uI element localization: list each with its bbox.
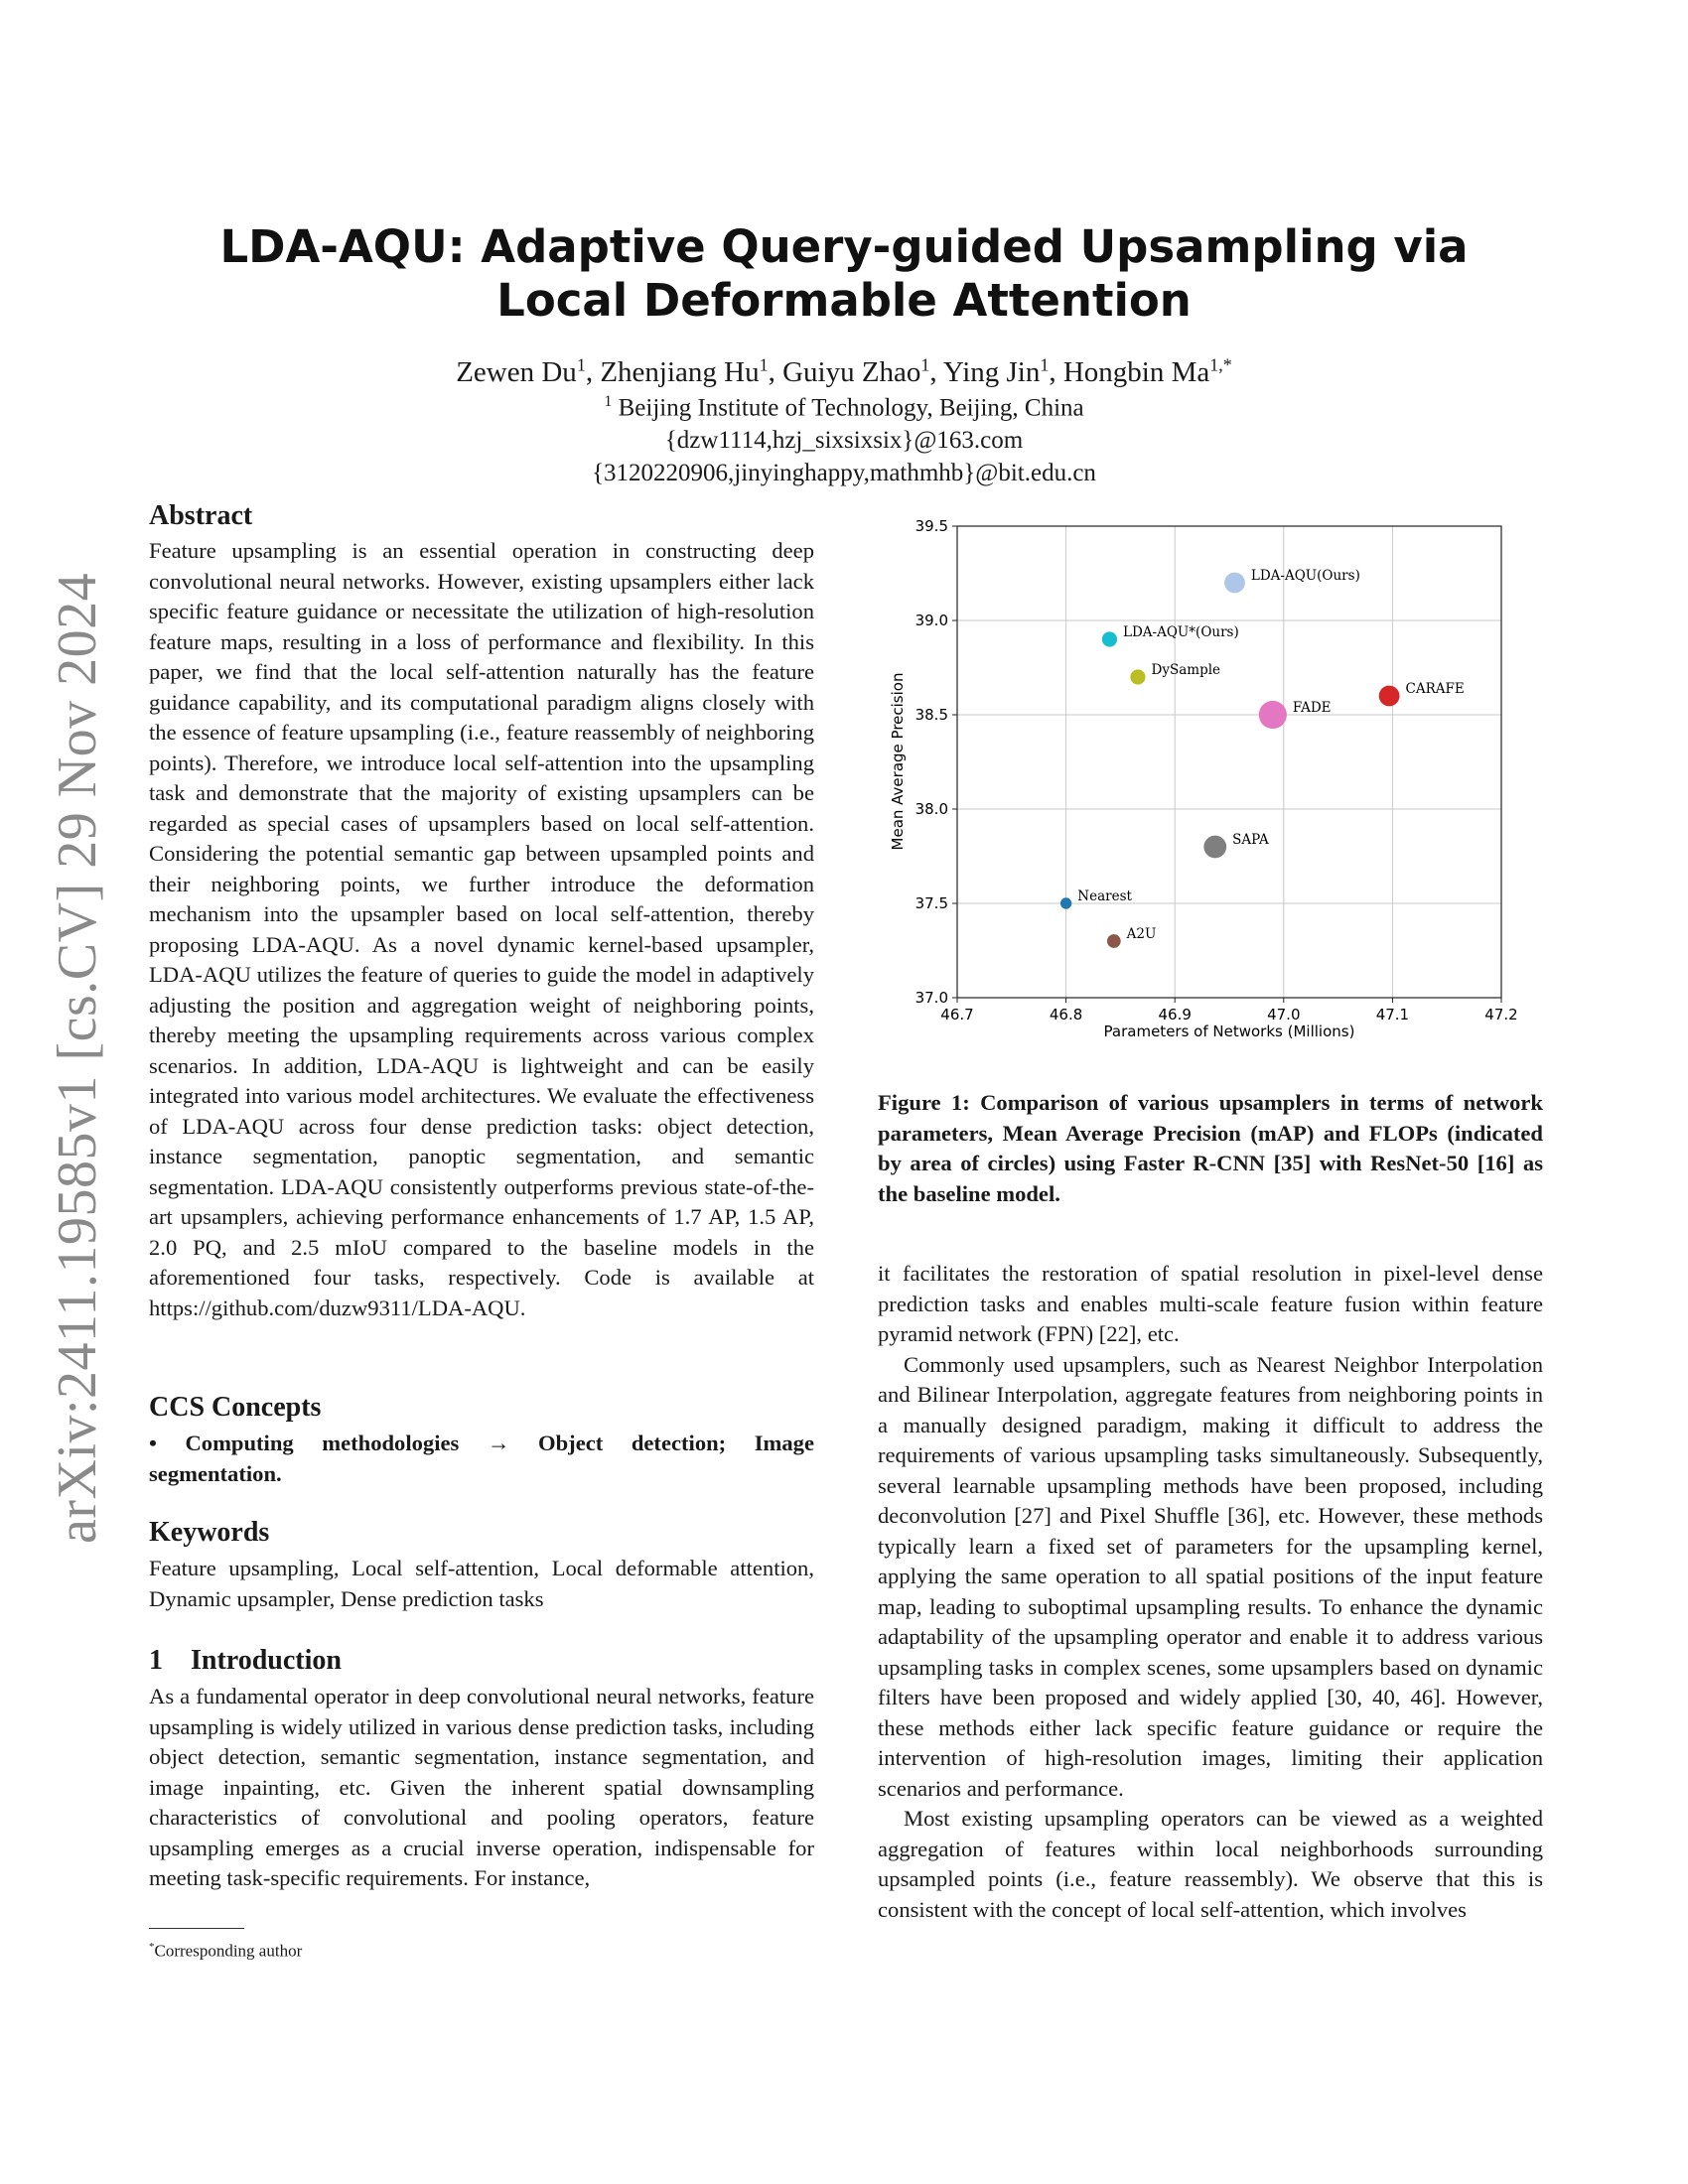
y-tick-label: 39.5 xyxy=(914,517,948,535)
ccs-text: • Computing methodologies → Object detection; Image segmentation. xyxy=(149,1431,814,1486)
introduction-heading: 1 Introduction xyxy=(149,1645,342,1676)
x-tick-label: 47.2 xyxy=(1484,1006,1518,1024)
data-point xyxy=(1379,686,1400,707)
x-tick-label: 46.7 xyxy=(940,1006,974,1024)
keywords-heading: Keywords xyxy=(149,1517,270,1548)
email-line: {3120220906,jinyinghappy,mathmhb}@bit.edu.cn xyxy=(592,460,1096,487)
author: Ying Jin$^1$ xyxy=(942,354,1050,388)
x-tick-label: 46.9 xyxy=(1158,1006,1192,1024)
intro-paragraph: it facilitates the restoration of spatial resolution in pixel-level dense prediction tasks and enables multi-scale feature fusion within feature pyramid network (FPN) [22], etc. xyxy=(878,1261,1543,1346)
affiliation-block xyxy=(149,385,1539,489)
point-label: SAPA xyxy=(1232,832,1269,848)
point-label: LDA-AQU(Ours) xyxy=(1250,568,1360,584)
data-point xyxy=(1107,934,1121,948)
keywords-text: Feature upsampling, Local self-attention, Local deformable attention, Dynamic upsampler, Dense prediction tasks xyxy=(149,1556,814,1611)
intro-paragraph: Most existing upsampling operators can be viewed as a weighted aggregation of features within local neighborhoods surrounding upsampled points (i.e., feature reassembly). We observe that this is consistent with the concept of local self-attention, which involves xyxy=(878,1806,1543,1922)
data-point xyxy=(1060,897,1071,908)
point-label: Nearest xyxy=(1077,888,1132,904)
intro-paragraph: As a fundamental operator in deep convolutional neural networks, feature upsampling is widely utilized in various dense prediction tasks, including object detection, semantic segmentation, instance segmentation, and image inpainting, etc. Given the inherent spatial downsampling characteristics of convolutional and pooling operators, feature upsampling emerges as a crucial inverse operation, indispensable for meeting task-specific requirements. For instance, xyxy=(149,1684,814,1890)
paper-title: LDA-AQU: Adaptive Query-guided Upsampling via Local Deformable Attention xyxy=(219,220,1469,327)
x-tick-label: 47.1 xyxy=(1375,1006,1410,1024)
point-label: LDA-AQU*(Ours) xyxy=(1123,624,1239,640)
y-tick-label: 37.5 xyxy=(914,894,948,912)
intro-paragraph: Commonly used upsamplers, such as Nearest Neighbor Interpolation and Bilinear Interpolation, aggregate features from neighboring points in a manually designed paradigm, making it difficult to address the requirements of various upsampling tasks simultaneously. Subsequently, several learnable upsampling methods have been proposed, including deconvolution [27] and Pixel Shuffle [36], etc. However, these methods typically learn a fixed set of parameters for the upsampling kernel, applying the same operation to all spatial positions of the input feature map, leading to suboptimal upsampling results. To enhance the dynamic adaptability of the upsampling operator and enable it to address various upsampling tasks in complex scenes, some upsamplers based on dynamic filters have been proposed and widely applied [30, 40, 46]. However, these methods either lack specific feature guidance or require the intervention of high-resolution images, limiting their application scenarios and performance. xyxy=(878,1351,1543,1801)
y-tick-label: 38.5 xyxy=(914,706,948,724)
figure-caption: Figure 1: Comparison of various upsamplers in terms of network parameters, Mean Average Precision (mAP) and FLOPs (indicated by area of circles) using Faster R-CNN [35] with ResNet-50 [16] as the baseline model. xyxy=(878,1090,1543,1206)
data-points xyxy=(1060,568,1465,948)
ccs-heading: CCS Concepts xyxy=(149,1392,322,1423)
y-tick-label: 37.0 xyxy=(914,989,948,1007)
scatter-chart xyxy=(878,508,1543,1044)
keywords-section xyxy=(149,1516,814,1614)
data-point xyxy=(1102,631,1117,646)
point-label: FADE xyxy=(1292,700,1332,716)
x-tick-label: 47.0 xyxy=(1267,1006,1301,1024)
arxiv-stamp: arXiv:2411.19585v1 [cs.CV] 29 Nov 2024 xyxy=(47,572,108,1544)
axis-ticks xyxy=(915,517,1518,1024)
grid-lines xyxy=(957,526,1501,998)
y-tick-label: 39.0 xyxy=(914,612,948,629)
point-label: DySample xyxy=(1151,662,1221,678)
y-axis-label: Mean Average Precision xyxy=(889,672,907,851)
introduction-section xyxy=(149,1644,814,1894)
abstract-section xyxy=(149,499,814,1323)
author: Hongbin $Ma^{1,*}$ xyxy=(1062,354,1232,388)
x-tick-label: 46.8 xyxy=(1049,1006,1083,1024)
author: Zewen Du$^1$ xyxy=(456,354,586,388)
point-label: A2U xyxy=(1126,926,1157,942)
x-axis-label: Parameters of Networks (Millions) xyxy=(1103,1023,1355,1040)
footnote: *Corresponding author xyxy=(149,1941,303,1961)
ccs-section xyxy=(149,1391,814,1489)
y-tick-label: 38.0 xyxy=(914,800,948,818)
data-point xyxy=(1203,836,1226,859)
author-list: Zewen Du$^1$, Zhenjiang Hu$^1$, Guiyu Zhao$^1$, Ying Jin$^1$, Hongbin $Ma^{1,*}$ xyxy=(456,354,1232,388)
affiliation: $^1$ Beijing Institute of Technology, Beijing, China xyxy=(604,393,1084,422)
footnote-rule xyxy=(149,1928,244,1929)
plot-frame xyxy=(957,526,1501,998)
figure-1 xyxy=(878,508,1543,1044)
point-label: CARAFE xyxy=(1405,681,1465,697)
author: Guiyu Zhao$^1$ xyxy=(782,354,930,388)
author: Zhenjiang Hu$^1$ xyxy=(600,354,769,388)
data-point xyxy=(1224,573,1245,594)
data-point xyxy=(1259,701,1287,729)
abstract-heading: Abstract xyxy=(149,500,253,531)
abstract-text: Feature upsampling is an essential operation in constructing deep convolutional neural networks. However, existing upsamplers either lack specific feature guidance or necessitate the utilization of high-resolution feature maps, resulting in a loss of performance and flexibility. In this paper, we find that the local self-attention naturally has the feature guidance capability, and its computational paradigm aligns closely with the essence of feature upsampling (i.e., feature reassembly of neighboring points). Therefore, we introduce local self-attention into the upsampling task and demonstrate that the majority of existing upsamplers can be regarded as special cases of upsamplers based on local self-attention. Considering the potential semantic gap between upsampled points and their neighboring points, we further introduce the deformation mechanism into the upsampler based on local self-attention, thereby proposing LDA-AQU. As a novel dynamic kernel-based upsampler, LDA-AQU utilizes the feature of queries to guide the model in adaptively adjusting the position and aggregation weight of neighboring points, thereby meeting the upsampling requirements across various complex scenarios. In addition, LDA-AQU is lightweight and can be easily integrated into various model architectures. We evaluate the effectiveness of LDA-AQU across four dense prediction tasks: object detection, instance segmentation, panoptic segmentation, and semantic segmentation. LDA-AQU consistently outperforms previous state-of-the-art upsamplers, achieving performance enhancements of 1.7 AP, 1.5 AP, 2.0 PQ, and 2.5 mIoU compared to the baseline models in the aforementioned four tasks, respectively. Code is available at https://github.com/duzw9311/LDA-AQU. xyxy=(149,538,814,1320)
intro-right-column xyxy=(878,1259,1543,1925)
email-line: {dzw1114,hzj_sixsixsix}@163.com xyxy=(664,427,1024,455)
data-point xyxy=(1130,669,1145,684)
